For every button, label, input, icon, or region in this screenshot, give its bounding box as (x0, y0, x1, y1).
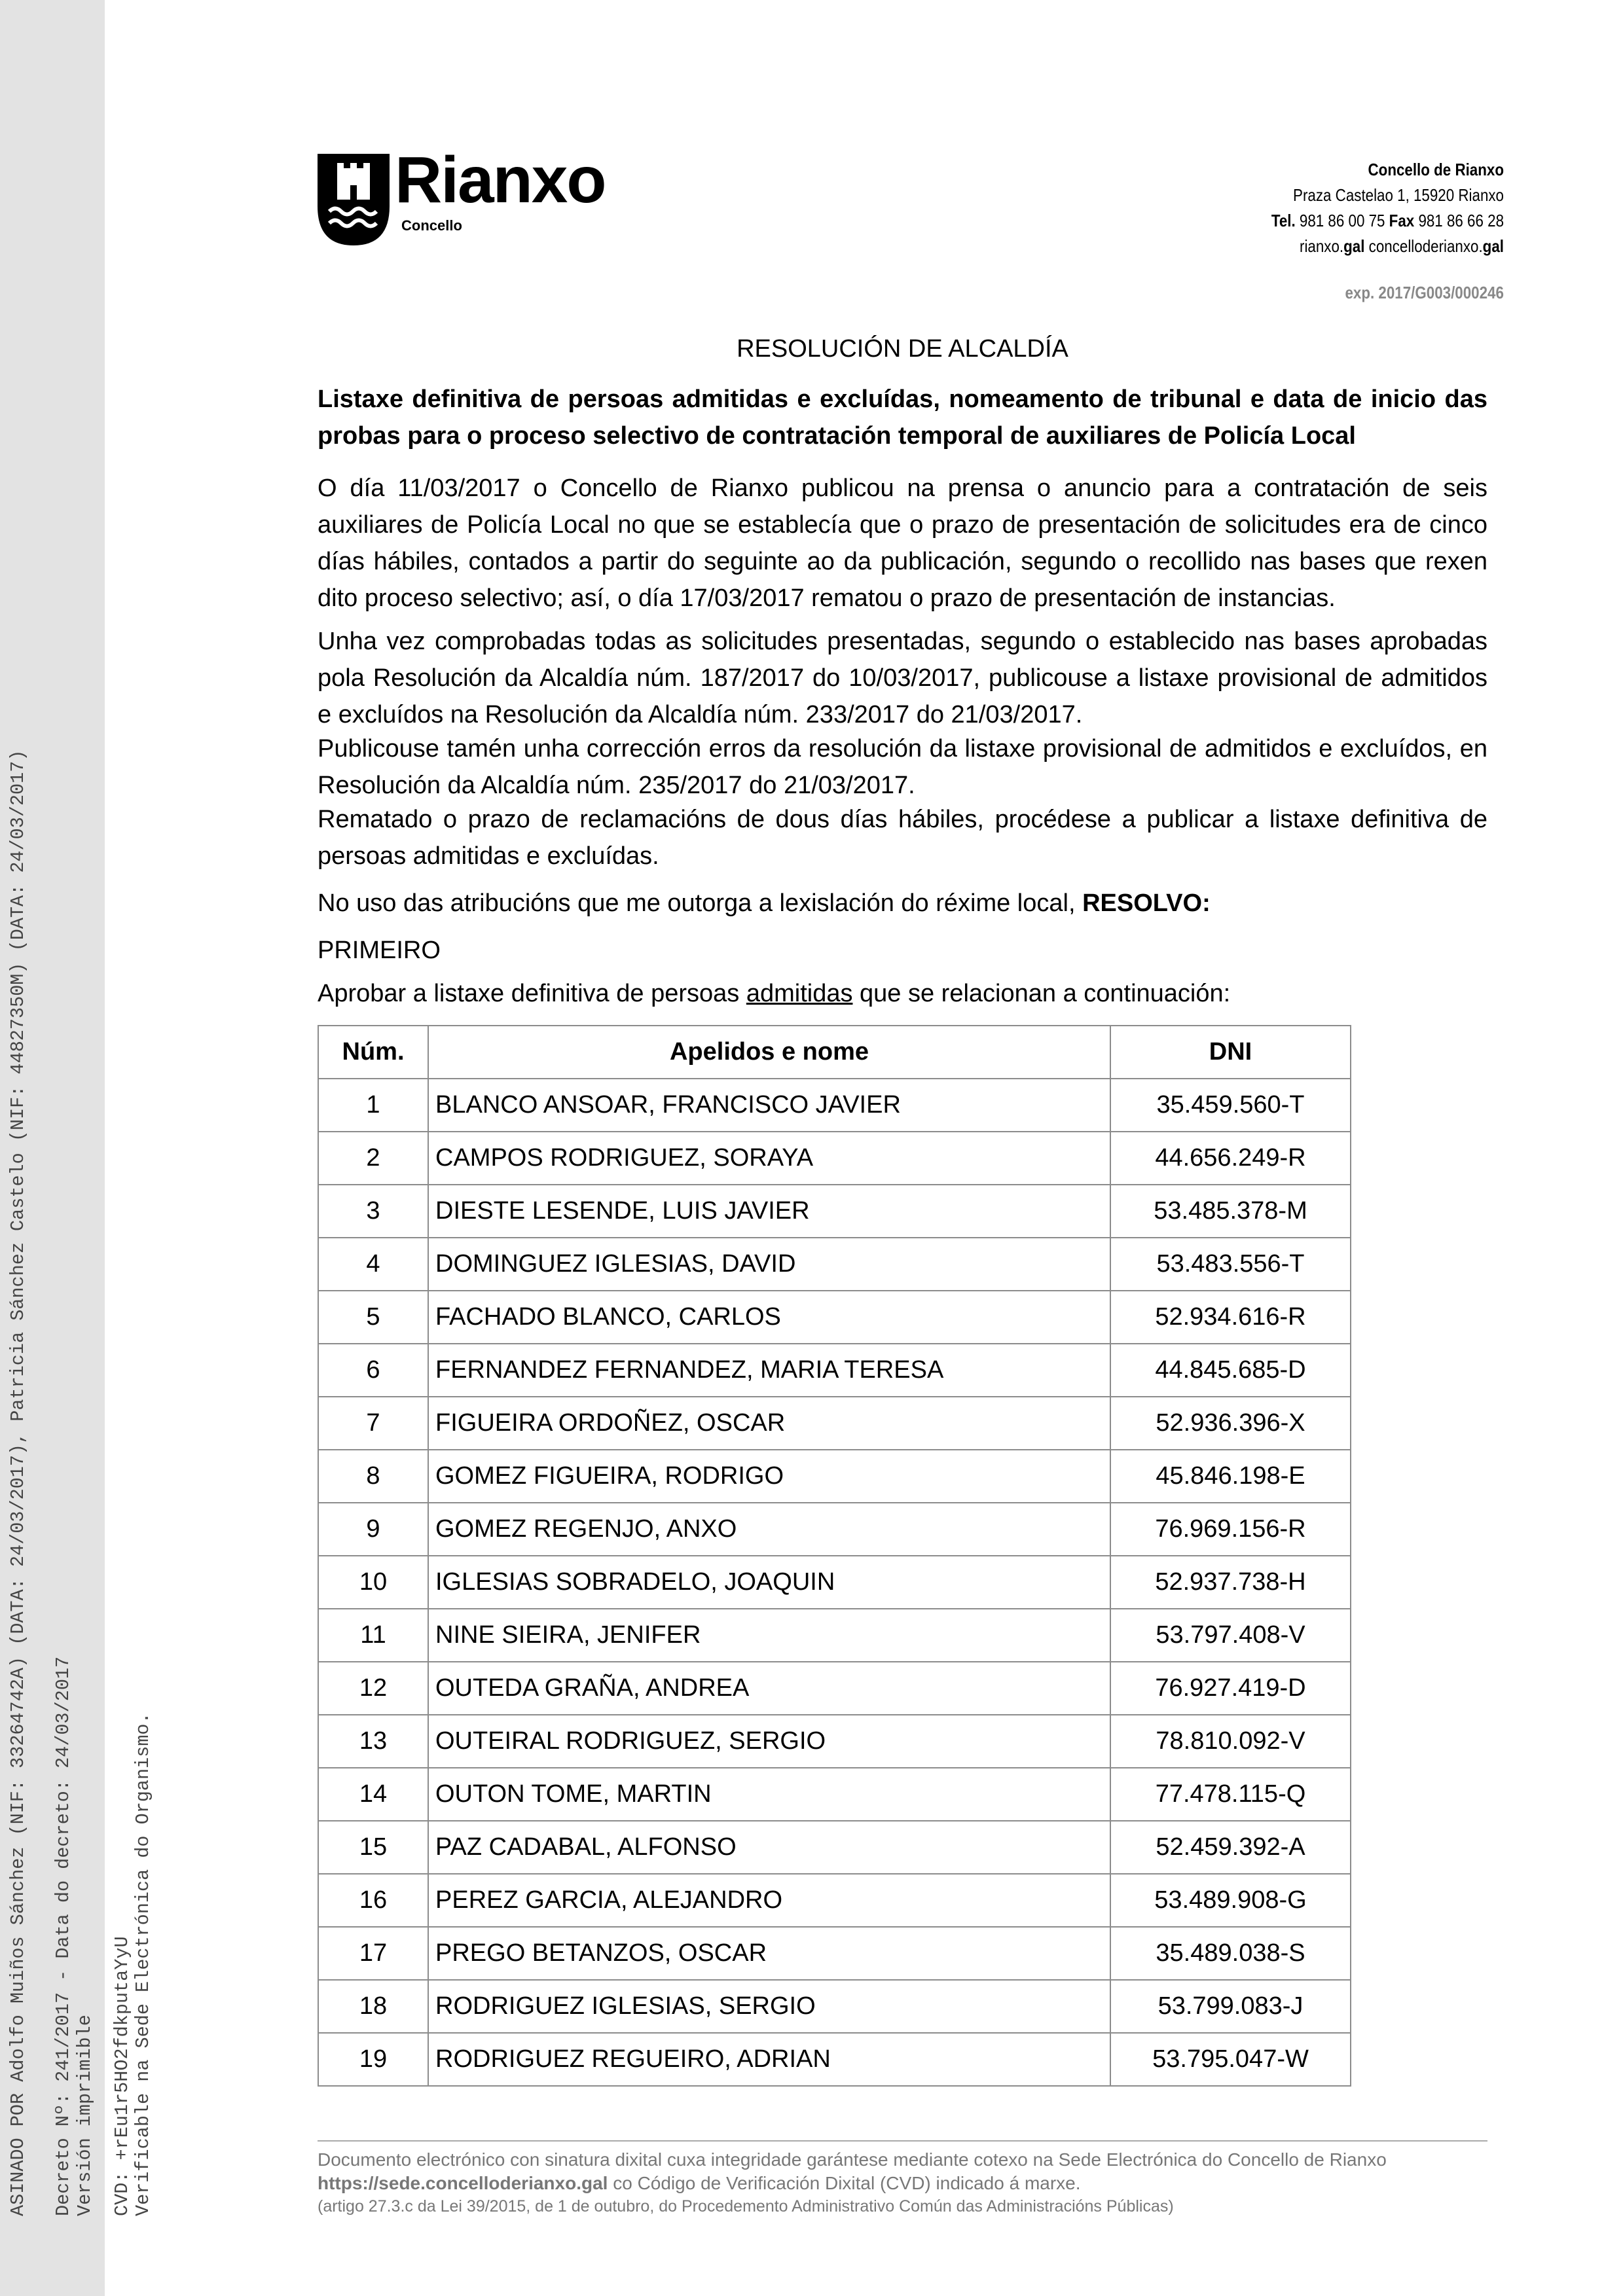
paragraph-2: Unha vez comprobadas todas as solicitudes presentadas, segundo o establecido nas bases aprobadas pola Resolución da Alcaldía núm. 187/2017 do 10/03/2017, publicouse a listaxe provisional de admitidos e excluídos na Resolución da Alcaldía núm. 233/2017 do 21/03/2017. (318, 628, 1487, 728)
cell-dni: 76.927.419-D (1110, 1662, 1351, 1715)
cell-dni: 53.799.083-J (1110, 1980, 1351, 2033)
cell-dni: 77.478.115-Q (1110, 1768, 1351, 1821)
sidebar-decree: Decreto Nº: 241/2017 - Data do decreto: 24/03/2017 (52, 1656, 74, 2216)
cell-num: 5 (318, 1291, 428, 1344)
cell-name: FIGUEIRA ORDOÑEZ, OSCAR (428, 1397, 1110, 1450)
table-row (318, 1291, 1351, 1344)
cell-name: PAZ CADABAL, ALFONSO (428, 1821, 1110, 1874)
paragraph-approve: Aprobar a listaxe definitiva de persoas admitidas que se relacionan a continuación: (318, 980, 1231, 1007)
logo-wordmark: Rianxo (395, 143, 606, 217)
cell-num: 12 (318, 1662, 428, 1715)
cell-dni: 76.969.156-R (1110, 1503, 1351, 1556)
footer-line-1: Documento electrónico con sinatura dixital cuxa integridade garántese mediante cotexo na Sede Electrónica do Concello de Rianxo (318, 2149, 1387, 2170)
cell-num: 19 (318, 2033, 428, 2086)
table-row (318, 1927, 1351, 1980)
cell-dni: 53.485.378-M (1110, 1185, 1351, 1238)
table-row (318, 2033, 1351, 2086)
contact-block (1271, 157, 1504, 259)
table-row (318, 1980, 1351, 2033)
cell-num: 17 (318, 1927, 428, 1980)
admitted-table (318, 1025, 1351, 2087)
cell-name: NINE SIEIRA, JENIFER (428, 1609, 1110, 1662)
cell-dni: 44.845.685-D (1110, 1344, 1351, 1397)
cell-num: 10 (318, 1556, 428, 1609)
cell-dni: 52.936.396-X (1110, 1397, 1351, 1450)
concello-logo (318, 143, 632, 245)
cell-name: RODRIGUEZ REGUEIRO, ADRIAN (428, 2033, 1110, 2086)
paragraph-1: O día 11/03/2017 o Concello de Rianxo publicou na prensa o anuncio para a contratación de seis auxiliares de Policía Local no que se establecía que o prazo de presentación de solicitudes era de cinco días hábiles, contados a partir do seguinte ao da publicación, segundo o recollido nas bases que rexen dito proceso selectivo; así, o día 17/03/2017 rematou o prazo de presentación de instancias. (318, 475, 1487, 612)
websites (1271, 234, 1504, 259)
cell-num: 1 (318, 1079, 428, 1132)
cell-name: RODRIGUEZ IGLESIAS, SERGIO (428, 1980, 1110, 2033)
cell-name: OUTEIRAL RODRIGUEZ, SERGIO (428, 1715, 1110, 1768)
shield-icon (318, 154, 390, 245)
document-heading: RESOLUCIÓN DE ALCALDÍA (737, 335, 1068, 363)
table-row (318, 1874, 1351, 1927)
org-name: Concello de Rianxo (1368, 160, 1504, 179)
cell-dni: 45.846.198-E (1110, 1450, 1351, 1503)
cell-num: 7 (318, 1397, 428, 1450)
paragraph-resolvo: No uso das atribucións que me outorga a lexislación do réxime local, RESOLVO: (318, 889, 1211, 917)
document-title: Listaxe definitiva de persoas admitidas e excluídas, nomeamento de tribunal e data de inicio das probas para o proceso selectivo de contratación temporal de auxiliares de Policía Local (318, 386, 1487, 450)
sidebar-verifiable: Verificable na Sede Electrónica do Organismo. (132, 1712, 154, 2216)
cell-dni: 44.656.249-R (1110, 1132, 1351, 1185)
cell-name: DIESTE LESENDE, LUIS JAVIER (428, 1185, 1110, 1238)
cell-num: 18 (318, 1980, 428, 2033)
cell-num: 8 (318, 1450, 428, 1503)
cell-name: GOMEZ FIGUEIRA, RODRIGO (428, 1450, 1110, 1503)
section-label: PRIMEIRO (318, 937, 441, 964)
cell-num: 16 (318, 1874, 428, 1927)
file-reference: exp. 2017/G003/000246 (1345, 283, 1504, 302)
table-row (318, 1609, 1351, 1662)
sidebar-version: Versión imprimible (74, 2015, 96, 2216)
cell-num: 11 (318, 1609, 428, 1662)
table-row (318, 1556, 1351, 1609)
cell-name: OUTEDA GRAÑA, ANDREA (428, 1662, 1110, 1715)
cell-name: BLANCO ANSOAR, FRANCISCO JAVIER (428, 1079, 1110, 1132)
table-row (318, 1397, 1351, 1450)
paragraph-3: Publicouse tamén unha corrección erros da resolución da listaxe provisional de admitidos e excluídos, en Resolución da Alcaldía núm. 235/2017 do 21/03/2017. (318, 735, 1487, 799)
cell-dni: 52.459.392-A (1110, 1821, 1351, 1874)
cell-num: 3 (318, 1185, 428, 1238)
cell-name: PREGO BETANZOS, OSCAR (428, 1927, 1110, 1980)
logo-subtitle: Concello (401, 217, 462, 234)
table-row (318, 1344, 1351, 1397)
table-row (318, 1715, 1351, 1768)
sidebar-cvd: CVD: +rEu1r5HO2fdkputaYyU (111, 1936, 133, 2216)
table-row (318, 1821, 1351, 1874)
cell-num: 14 (318, 1768, 428, 1821)
header-name: Apelidos e nome (428, 1026, 1110, 1079)
cell-dni: 53.795.047-W (1110, 2033, 1351, 2086)
address: Praza Castelao 1, 15920 Rianxo (1293, 185, 1504, 205)
cell-dni: 52.934.616-R (1110, 1291, 1351, 1344)
cell-num: 6 (318, 1344, 428, 1397)
cell-name: OUTON TOME, MARTIN (428, 1768, 1110, 1821)
cell-name: GOMEZ REGENJO, ANXO (428, 1503, 1110, 1556)
footer-line-2: https://sede.concelloderianxo.gal co Código de Verificación Dixital (CVD) indicado á marxe. (318, 2173, 1081, 2193)
table-row (318, 1132, 1351, 1185)
table-row (318, 1503, 1351, 1556)
signature-sidebar (0, 0, 154, 2296)
table-row (318, 1185, 1351, 1238)
cell-num: 9 (318, 1503, 428, 1556)
cell-dni: 52.937.738-H (1110, 1556, 1351, 1609)
cell-dni: 53.489.908-G (1110, 1874, 1351, 1927)
cell-name: FACHADO BLANCO, CARLOS (428, 1291, 1110, 1344)
table-row (318, 1450, 1351, 1503)
cell-num: 13 (318, 1715, 428, 1768)
cell-name: FERNANDEZ FERNANDEZ, MARIA TERESA (428, 1344, 1110, 1397)
cell-num: 2 (318, 1132, 428, 1185)
cell-dni: 35.459.560-T (1110, 1079, 1351, 1132)
cell-dni: 53.797.408-V (1110, 1609, 1351, 1662)
phone-fax: Tel. 981 86 00 75 Fax 981 86 66 28 (1271, 211, 1504, 230)
sidebar-signers: ASINADO POR Adolfo Muiños Sánchez (NIF: 33264742A) (DATA: 24/03/2017), Patricia Sánchez Castelo (NIF: 44827350M) (DATA: 24/03/2017) (7, 749, 29, 2216)
cell-num: 15 (318, 1821, 428, 1874)
header-dni: DNI (1110, 1026, 1351, 1079)
footer-legal-note: (artigo 27.3.c da Lei 39/2015, de 1 de outubro, do Procedemento Administrativo Común das Administracións Públicas) (318, 2197, 1174, 2215)
table-row (318, 1662, 1351, 1715)
header-num: Núm. (318, 1026, 428, 1079)
table-row (318, 1238, 1351, 1291)
sede-link[interactable]: https://sede.concelloderianxo.gal (318, 2173, 608, 2193)
cell-name: CAMPOS RODRIGUEZ, SORAYA (428, 1132, 1110, 1185)
cell-name: DOMINGUEZ IGLESIAS, DAVID (428, 1238, 1110, 1291)
cell-dni: 53.483.556-T (1110, 1238, 1351, 1291)
cell-name: IGLESIAS SOBRADELO, JOAQUIN (428, 1556, 1110, 1609)
website-link-1[interactable]: rianxo.gal (1299, 236, 1365, 256)
cell-name: PEREZ GARCIA, ALEJANDRO (428, 1874, 1110, 1927)
table-row (318, 1079, 1351, 1132)
cell-num: 4 (318, 1238, 428, 1291)
cell-dni: 35.489.038-S (1110, 1927, 1351, 1980)
paragraph-4: Rematado o prazo de reclamacións de dous días hábiles, procédese a publicar a listaxe definitiva de persoas admitidas e excluídas. (318, 806, 1487, 870)
cell-dni: 78.810.092-V (1110, 1715, 1351, 1768)
table-header-row (318, 1026, 1351, 1079)
footer (318, 2140, 1487, 2217)
website-link-2[interactable]: concelloderianxo.gal (1368, 236, 1504, 256)
table-row (318, 1768, 1351, 1821)
